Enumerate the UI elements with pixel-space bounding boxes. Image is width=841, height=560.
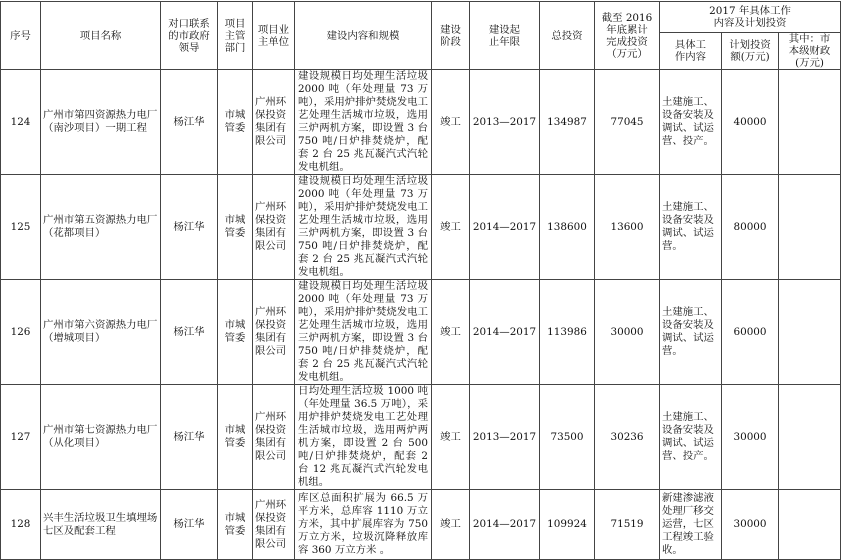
cell-owner: 广州环 保投资 集团有 限公司 xyxy=(253,175,295,280)
header-owner: 项目业 主单位 xyxy=(253,2,295,70)
cell-plan: 60000 xyxy=(722,280,779,385)
cell-total: 134987 xyxy=(540,70,595,175)
table-row xyxy=(1,175,841,280)
cell-seq: 126 xyxy=(1,280,41,385)
cell-total: 109924 xyxy=(540,490,595,560)
header-name: 项目名称 xyxy=(41,2,161,70)
project-table xyxy=(0,1,841,560)
header-stage: 建设 阶段 xyxy=(432,2,470,70)
cell-name: 广州市第五资源热力电厂（花都项目） xyxy=(41,175,161,280)
cell-dept: 市城 管委 xyxy=(218,490,253,560)
header-row-1 xyxy=(1,2,841,33)
cell-done: 13600 xyxy=(595,175,660,280)
cell-work: 土建施工、设备安装及调试、试运营、投产。 xyxy=(660,385,722,490)
cell-seq: 128 xyxy=(1,490,41,560)
cell-city xyxy=(779,175,841,280)
header-total: 总投资 xyxy=(540,2,595,70)
cell-period: 2013—2017 xyxy=(470,385,540,490)
cell-leader: 杨江华 xyxy=(161,385,218,490)
cell-leader: 杨江华 xyxy=(161,490,218,560)
cell-period: 2013—2017 xyxy=(470,70,540,175)
cell-total: 138600 xyxy=(540,175,595,280)
cell-period: 2014—2017 xyxy=(470,175,540,280)
header-city-fin: 其中：市 本级财政 (万元) xyxy=(779,33,841,70)
header-seq: 序号 xyxy=(1,2,41,70)
cell-name: 广州市第四资源热力电厂（南沙项目）一期工程 xyxy=(41,70,161,175)
cell-done: 71519 xyxy=(595,490,660,560)
cell-dept: 市城 管委 xyxy=(218,70,253,175)
cell-city xyxy=(779,490,841,560)
header-period: 建设起 止年限 xyxy=(470,2,540,70)
cell-content: 建设规模日均处理生活垃圾 2000 吨（年处理量 73 万吨），采用炉排炉焚烧发电工艺处理生活城市垃圾，选用三炉两机方案，即设置 3 台 750 吨/日炉排焚烧炉，配套 2 台 25 兆瓦凝汽式汽轮发电机组。 xyxy=(295,70,432,175)
cell-dept: 市城 管委 xyxy=(218,385,253,490)
cell-done: 30000 xyxy=(595,280,660,385)
cell-plan: 80000 xyxy=(722,175,779,280)
header-content: 建设内容和规模 xyxy=(295,2,432,70)
cell-city xyxy=(779,280,841,385)
cell-total: 113986 xyxy=(540,280,595,385)
cell-leader: 杨江华 xyxy=(161,70,218,175)
cell-city xyxy=(779,385,841,490)
cell-stage: 竣工 xyxy=(432,280,470,385)
cell-work: 土建施工、设备安装及调试、试运营。 xyxy=(660,175,722,280)
cell-period: 2014—2017 xyxy=(470,280,540,385)
table-row xyxy=(1,280,841,385)
cell-name: 广州市第七资源热力电厂（从化项目） xyxy=(41,385,161,490)
cell-seq: 125 xyxy=(1,175,41,280)
cell-total: 73500 xyxy=(540,385,595,490)
cell-name: 兴丰生活垃圾卫生填埋场七区及配套工程 xyxy=(41,490,161,560)
cell-done: 77045 xyxy=(595,70,660,175)
cell-stage: 竣工 xyxy=(432,70,470,175)
header-plan-invest: 计划投资 额(万元) xyxy=(722,33,779,70)
cell-content: 建设规模日均处理生活垃圾 2000 吨（年处理量 73 万吨），采用炉排炉焚烧发电工艺处理生活城市垃圾，选用三炉两机方案，即设置 3 台 750 吨/日炉排焚烧炉，配套 2 台 25 兆瓦凝汽式汽轮发电机组。 xyxy=(295,175,432,280)
cell-done: 30236 xyxy=(595,385,660,490)
header-leader: 对口联系 的市政府 领导 xyxy=(161,2,218,70)
cell-plan: 30000 xyxy=(722,490,779,560)
cell-stage: 竣工 xyxy=(432,385,470,490)
cell-seq: 124 xyxy=(1,70,41,175)
cell-work: 土建施工、设备安装及调试、试运营。 xyxy=(660,280,722,385)
header-work: 具体工 作内容 xyxy=(660,33,722,70)
cell-owner: 广州环 保投资 集团有 限公司 xyxy=(253,490,295,560)
cell-owner: 广州环 保投资 集团有 限公司 xyxy=(253,280,295,385)
cell-leader: 杨江华 xyxy=(161,280,218,385)
cell-owner: 广州环 保投资 集团有 限公司 xyxy=(253,70,295,175)
cell-leader: 杨江华 xyxy=(161,175,218,280)
cell-owner: 广州环 保投资 集团有 限公司 xyxy=(253,385,295,490)
cell-name: 广州市第六资源热力电厂（增城项目） xyxy=(41,280,161,385)
cell-period: 2014—2017 xyxy=(470,490,540,560)
header-done: 截至 2016 年底累计 完成投资 （万元） xyxy=(595,2,660,70)
table-row xyxy=(1,490,841,560)
table-row xyxy=(1,70,841,175)
cell-city xyxy=(779,70,841,175)
cell-content: 库区总面积扩展为 66.5 万平方米，总库容 1110 万立方米，其中扩展库容为 750 万立方米，垃圾沉降释放库容 360 万立方米 。 xyxy=(295,490,432,560)
cell-plan: 30000 xyxy=(722,385,779,490)
cell-stage: 竣工 xyxy=(432,490,470,560)
cell-stage: 竣工 xyxy=(432,175,470,280)
cell-content: 日均处理生活垃圾 1000 吨（年处理量 36.5 万吨），采用炉排炉焚烧发电工艺处理生活城市垃圾，选用两炉两机方案，即设置 2 台 500 吨/日炉排焚烧炉，配套 2 台 12 兆瓦凝汽式汽轮发电机组。 xyxy=(295,385,432,490)
cell-work: 土建施工、设备安装及调试、试运营、投产。 xyxy=(660,70,722,175)
cell-content: 建设规模日均处理生活垃圾 2000 吨（年处理量 73 万吨），采用炉排炉焚烧发电工艺处理生活城市垃圾，选用三炉两机方案，即设置 3 台 750 吨/日炉排焚烧炉，配套 2 台 25 兆瓦凝汽式汽轮发电机组。 xyxy=(295,280,432,385)
cell-work: 新建渗滤液处理厂移交运营，七区工程竣工验收。 xyxy=(660,490,722,560)
header-dept: 项目 主管 部门 xyxy=(218,2,253,70)
cell-seq: 127 xyxy=(1,385,41,490)
cell-dept: 市城 管委 xyxy=(218,175,253,280)
header-plan-group: 2017 年具体工作 内容及计划投资 xyxy=(660,2,841,33)
cell-plan: 40000 xyxy=(722,70,779,175)
table-row xyxy=(1,385,841,490)
cell-dept: 市城 管委 xyxy=(218,280,253,385)
